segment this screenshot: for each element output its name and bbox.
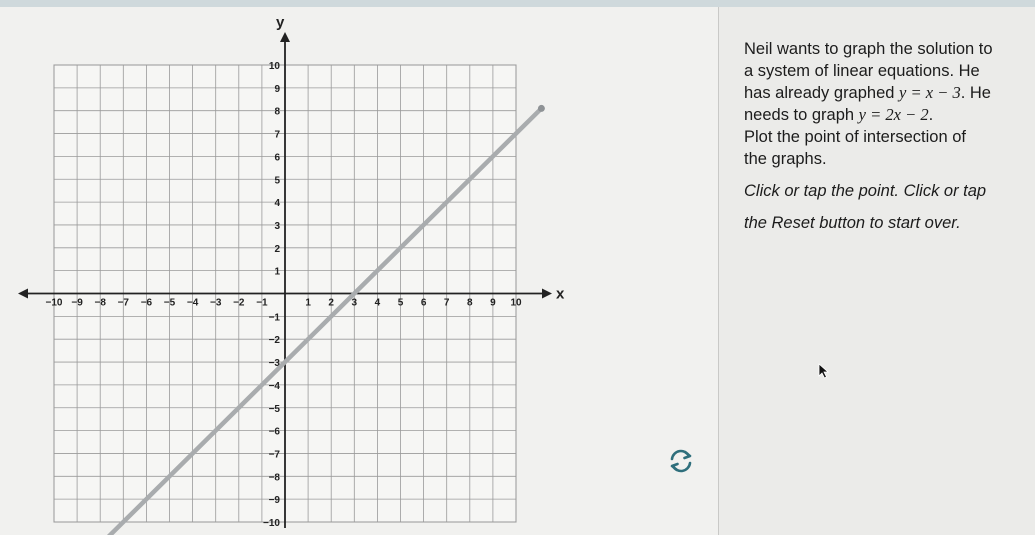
y-tick-label: −1 [268, 312, 280, 324]
y-tick-label: −2 [268, 335, 280, 347]
x-axis-label: x [556, 285, 565, 303]
y-tick-label: −10 [263, 518, 280, 529]
x-tick-label: −6 [140, 297, 153, 309]
x-tick-label: 10 [510, 297, 522, 309]
y-tick-label: 6 [274, 152, 280, 164]
y-tick-label: 8 [274, 106, 280, 118]
y-tick-label: −5 [268, 403, 280, 415]
x-axis-arrow [542, 289, 552, 299]
x-tick-label: −4 [186, 297, 199, 309]
x-tick-label: −9 [71, 297, 83, 309]
instructions-line: the Reset button to start over. [744, 214, 961, 232]
problem-line: a system of linear equations. He [744, 62, 980, 80]
x-tick-label: −10 [45, 297, 63, 309]
reset-arrows-icon [666, 446, 696, 476]
problem-line: Plot the point of intersection of [744, 128, 966, 146]
y-tick-label: −8 [268, 472, 280, 484]
x-tick-label: 4 [374, 297, 381, 309]
line-endpoint [538, 105, 545, 112]
x-axis-arrow-left [18, 289, 28, 299]
y-tick-label: −4 [268, 380, 280, 392]
y-tick-label: 3 [274, 220, 280, 232]
y-tick-label: −6 [268, 426, 280, 438]
y-tick-label: −7 [268, 449, 280, 461]
y-tick-label: 5 [274, 175, 280, 187]
pointer-arrow-icon [818, 363, 830, 379]
y-tick-label: −3 [268, 358, 280, 370]
y-axis-label: y [276, 14, 285, 31]
problem-line: has already graphed y = x − 3. He [744, 83, 991, 102]
x-tick-label: −5 [163, 297, 176, 309]
problem-line: Neil wants to graph the solution to [744, 40, 993, 58]
x-tick-label: 7 [443, 297, 450, 309]
instructions-line: Click or tap the point. Click or tap [744, 182, 987, 200]
y-tick-label: 10 [268, 61, 280, 72]
y-axis-arrow [280, 32, 290, 42]
x-tick-label: 6 [420, 297, 427, 309]
equation-target: y = 2x − 2 [858, 105, 929, 124]
y-tick-label: 2 [274, 243, 280, 255]
x-tick-label: −3 [209, 297, 222, 309]
equation-given: y = x − 3 [899, 83, 961, 102]
question-text [744, 38, 1029, 234]
problem-line: needs to graph y = 2x − 2. [744, 105, 934, 124]
x-tick-label: −8 [94, 297, 106, 309]
x-tick-label: −2 [233, 297, 245, 309]
y-tick-label: −9 [268, 495, 280, 507]
x-tick-label: 5 [397, 297, 404, 309]
y-tick-label: 9 [274, 83, 280, 95]
x-tick-label: 1 [305, 297, 311, 309]
x-tick-label: −7 [117, 297, 130, 309]
reset-button[interactable] [664, 444, 698, 478]
y-tick-label: 4 [274, 198, 280, 210]
y-tick-label: 7 [274, 129, 280, 141]
y-tick-label: 1 [274, 266, 280, 278]
x-tick-label: 8 [467, 297, 473, 309]
x-tick-label: 9 [490, 297, 496, 309]
x-tick-label: 3 [351, 297, 358, 309]
x-tick-label: 2 [328, 297, 334, 309]
x-tick-label: −1 [256, 297, 268, 309]
problem-line: the graphs. [744, 150, 827, 168]
